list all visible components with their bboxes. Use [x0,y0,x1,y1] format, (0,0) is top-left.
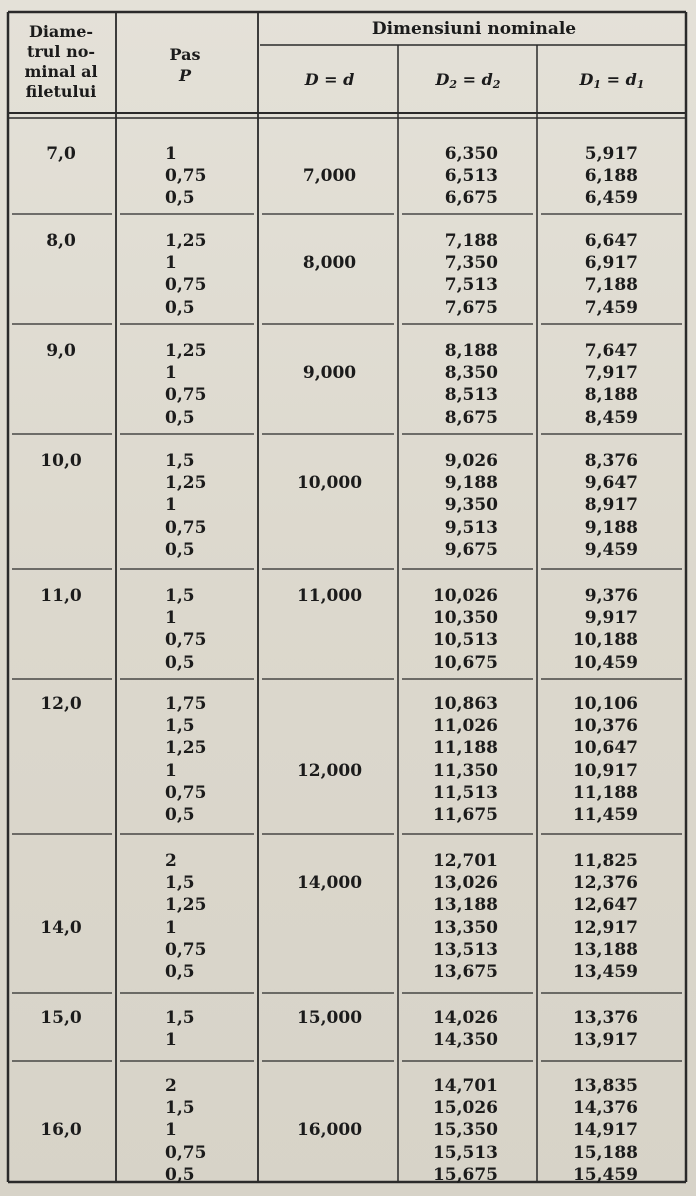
pitch-cell [165,585,206,674]
nominal-cell: 15,000 [296,1008,363,1028]
d2-cell-value: 9,350 [444,495,498,516]
d1-cell [540,230,638,319]
d1-cell-value: 5,917 [584,144,638,164]
d1-cell [540,850,638,983]
pitch-cell-value: 1 [165,1030,177,1051]
pitch-cell-value: 0,75 [165,275,207,296]
diameter-cell: 16,0 [40,1120,82,1141]
d1-cell-value: 10,917 [572,760,638,781]
header-d1-equals: = d [601,70,637,89]
pitch-cell-value: 2 [165,851,177,871]
d2-cell-value: 11,188 [432,738,498,759]
pitch-cell-value: 1,5 [165,716,195,737]
d2-cell-value: 9,513 [444,517,498,538]
d1-cell-value: 15,459 [572,1164,638,1185]
nominal-cell: 7,000 [302,166,357,187]
pitch-cell-value: 1 [165,495,177,516]
pitch-cell-value: 0,5 [165,188,195,209]
pitch-cell-value: 1,5 [165,1098,195,1119]
diameter-cell: 10,0 [40,451,82,471]
d2-cell-value: 10,350 [432,608,498,629]
d1-cell-value: 10,647 [572,738,638,759]
pitch-cell-value: 1 [165,1120,177,1141]
pitch-cell-value: 1,25 [165,895,207,916]
pitch-cell-value: 0,75 [165,517,207,538]
d1-cell-value: 11,459 [572,804,638,825]
pitch-cell-value: 0,5 [165,1164,195,1185]
d2-cell-value: 7,188 [444,231,498,251]
pitch-cell [165,1075,206,1186]
pitch-cell-value: 1,5 [165,873,195,894]
header-d2-symbol: D [435,70,450,89]
d1-cell-value: 9,459 [584,539,638,560]
d1-cell-value: 7,188 [584,275,638,296]
d2-cell-value: 7,350 [444,253,498,274]
pitch-cell-value: 1,25 [165,231,207,251]
pitch-cell-value: 0,75 [165,939,207,960]
d1-cell-value: 6,917 [584,253,638,274]
pitch-cell-value: 1,5 [165,1008,195,1028]
nominal-cell: 11,000 [296,586,363,606]
d2-cell-value: 7,513 [444,275,498,296]
d2-cell-value: 14,026 [432,1008,498,1028]
d2-cell-value: 15,675 [432,1164,498,1185]
header-d2-equals: = d [457,70,493,89]
header-pitch-label: Pas [169,45,201,64]
d1-cell-value: 6,647 [584,231,638,251]
nominal-cell: 12,000 [296,760,363,781]
d2-cell-value: 7,675 [444,297,498,318]
d1-cell [540,1007,638,1051]
d1-cell-value: 12,917 [572,917,638,938]
pitch-cell-value: 1,75 [165,694,207,714]
d2-cell [400,1007,498,1051]
pitch-cell [165,340,206,429]
header-d1-subscript: 1 [593,78,602,91]
pitch-cell-value: 0,5 [165,297,195,318]
d1-cell-value: 8,188 [584,385,638,406]
header-d-eq-d: D = d [304,70,355,89]
d2-cell-value: 8,675 [444,407,498,428]
pitch-cell [165,143,206,210]
d2-cell-value: 14,701 [432,1076,498,1096]
header-d1-eq-d1 [538,70,686,94]
pitch-cell-value: 0,5 [165,961,195,982]
d1-cell-value: 10,376 [572,716,638,737]
pitch-cell-value: 0,5 [165,804,195,825]
pitch-cell-value: 1,5 [165,586,195,606]
d1-cell-value: 10,188 [572,630,638,651]
pitch-cell-value: 0,5 [165,652,195,673]
d1-cell-value: 9,647 [584,473,638,494]
d2-cell-value: 13,513 [432,939,498,960]
nominal-cell: 9,000 [302,363,357,384]
d2-cell [400,850,498,983]
header-group-title: Dimensiuni nominale [371,19,577,39]
pitch-cell-value: 0,75 [165,166,207,187]
d2-cell-value: 9,188 [444,473,498,494]
d2-cell-value: 9,026 [444,451,498,471]
header-pitch-symbol: P [178,66,192,85]
header-diameter-line: minal al [24,62,98,81]
pitch-cell-value: 1 [165,917,177,938]
pitch-cell [165,230,206,319]
d1-cell-value: 7,647 [584,341,638,361]
pitch-cell-value: 1,5 [165,451,195,471]
d2-cell-value: 13,350 [432,917,498,938]
d2-cell [400,450,498,561]
pitch-cell-value: 1,25 [165,341,207,361]
d2-cell-value: 6,675 [444,188,498,209]
d1-cell-value: 11,188 [572,782,638,803]
d2-cell-value: 8,513 [444,385,498,406]
diameter-cell: 9,0 [46,341,76,361]
d1-cell-value: 14,917 [572,1120,638,1141]
pitch-cell-value: 0,5 [165,407,195,428]
d2-cell-value: 13,188 [432,895,498,916]
d1-cell-value: 8,917 [584,495,638,516]
d2-cell-value: 13,675 [432,961,498,982]
nominal-cell: 8,000 [302,253,357,274]
d1-cell-value: 14,376 [572,1098,638,1119]
d1-cell-value: 9,376 [584,586,638,606]
pitch-cell-value: 1 [165,253,177,274]
d1-cell-value: 13,188 [572,939,638,960]
d2-cell-value: 15,350 [432,1120,498,1141]
d1-cell-value: 6,459 [584,188,638,209]
d1-cell-value: 13,376 [572,1008,638,1028]
d2-cell-value: 15,513 [432,1142,498,1163]
diameter-cell: 14,0 [40,917,82,938]
d1-cell-value: 7,459 [584,297,638,318]
pitch-cell-value: 1 [165,363,177,384]
d1-cell-value: 12,647 [572,895,638,916]
d2-cell-value: 10,675 [432,652,498,673]
header-d1-symbol: D [579,70,594,89]
d1-cell-value: 7,917 [584,363,638,384]
d2-cell-value: 6,513 [444,166,498,187]
d1-cell-value: 12,376 [572,873,638,894]
d1-cell [540,340,638,429]
header-d2-eq-d2 [400,70,536,94]
pitch-cell-value: 2 [165,1076,177,1096]
pitch-cell-value: 0,75 [165,630,207,651]
d1-cell [540,450,638,561]
d1-cell-value: 13,917 [572,1030,638,1051]
d1-cell-value: 10,106 [572,694,638,714]
nominal-cell: 10,000 [296,473,363,494]
d1-cell-value: 6,188 [584,166,638,187]
d2-cell-value: 14,350 [432,1030,498,1051]
d1-cell-value: 13,459 [572,961,638,982]
d2-cell-value: 15,026 [432,1098,498,1119]
d1-cell-value: 15,188 [572,1142,638,1163]
d2-cell [400,143,498,210]
pitch-cell-value: 0,75 [165,1142,207,1163]
d1-cell-value: 9,188 [584,517,638,538]
header-diameter [10,22,112,102]
pitch-cell-value: 0,75 [165,385,207,406]
d2-cell-value: 11,350 [432,760,498,781]
d2-cell-value: 11,675 [432,804,498,825]
header-diameter-line: trul no- [26,42,96,61]
d2-cell-value: 8,188 [444,341,498,361]
d1-cell-value: 11,825 [572,851,638,871]
d2-cell-value: 10,513 [432,630,498,651]
pitch-cell-value: 0,5 [165,539,195,560]
pitch-cell-value: 1 [165,144,177,164]
header-diameter-line: filetului [25,82,97,101]
pitch-cell [165,850,206,983]
d1-cell [540,693,638,826]
header-diameter-line: Diame- [28,22,94,41]
diameter-cell: 15,0 [40,1008,82,1028]
pitch-cell-value: 1,25 [165,738,207,759]
nominal-cell: 16,000 [296,1120,363,1141]
pitch-cell [165,450,206,561]
d1-cell [540,143,638,210]
d1-cell-value: 10,459 [572,652,638,673]
header-pitch [130,44,240,86]
d2-cell-value: 10,863 [432,694,498,714]
d1-cell-value: 13,835 [572,1076,638,1096]
pitch-cell-value: 0,75 [165,782,207,803]
d2-cell [400,585,498,674]
pitch-cell-value: 1 [165,608,177,629]
d2-cell-value: 6,350 [444,144,498,164]
d1-cell-value: 8,459 [584,407,638,428]
header-d2-subscript: 2 [449,78,458,91]
d2-cell [400,230,498,319]
d2-cell-value: 10,026 [432,586,498,606]
d2-cell-value: 13,026 [432,873,498,894]
d2-cell [400,1075,498,1186]
pitch-cell-value: 1 [165,760,177,781]
d2-cell [400,693,498,826]
pitch-cell [165,1007,195,1051]
pitch-cell [165,693,206,826]
d1-cell-value: 8,376 [584,451,638,471]
d2-cell-value: 12,701 [432,851,498,871]
pitch-cell-value: 1,25 [165,473,207,494]
d1-cell [540,585,638,674]
d1-cell [540,1075,638,1186]
d2-cell-value: 11,513 [432,782,498,803]
diameter-cell: 11,0 [40,586,82,606]
header-d2-subscript-small: 2 [492,78,501,91]
d2-cell-value: 9,675 [444,539,498,560]
header-d1-subscript-small: 1 [636,78,645,91]
diameter-cell: 12,0 [40,694,82,714]
diameter-cell: 8,0 [46,231,76,251]
diameter-cell: 7,0 [46,144,76,164]
d2-cell-value: 8,350 [444,363,498,384]
nominal-cell: 14,000 [296,873,363,894]
d2-cell [400,340,498,429]
d1-cell-value: 9,917 [584,608,638,629]
d2-cell-value: 11,026 [432,716,498,737]
